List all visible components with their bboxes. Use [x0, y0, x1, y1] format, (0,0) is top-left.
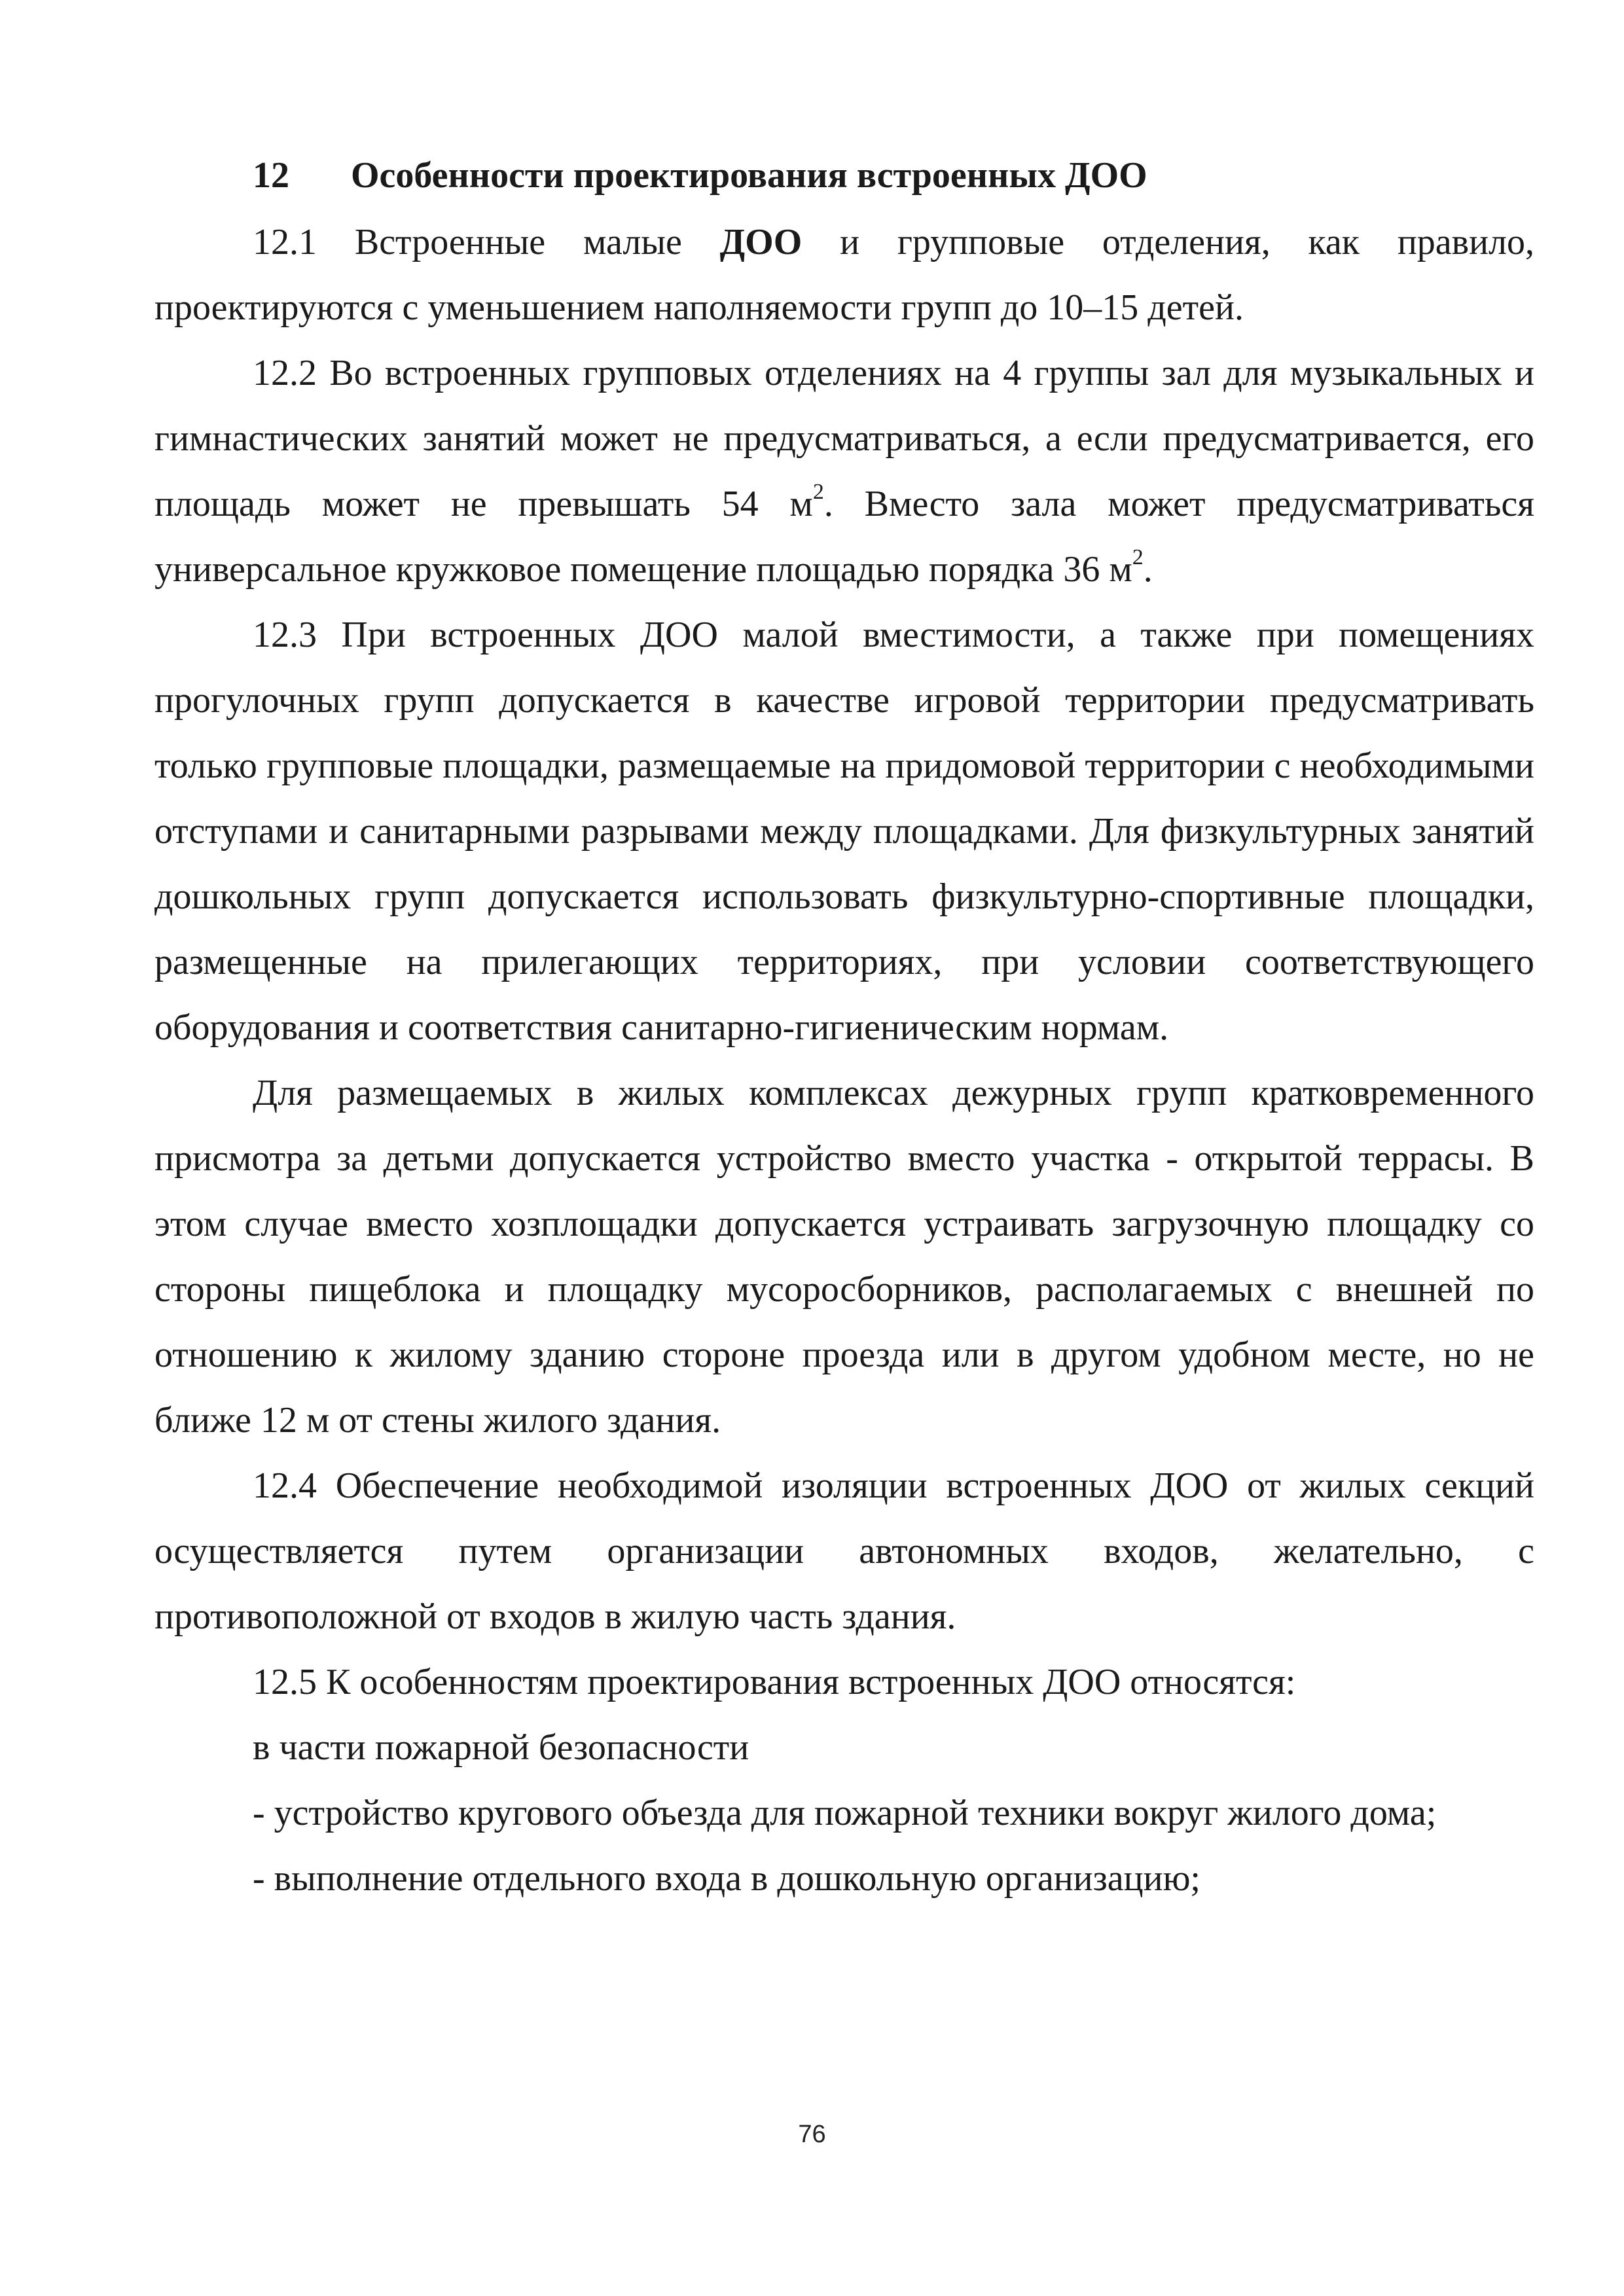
superscript: 2 [812, 480, 824, 505]
list-item: - выполнение отдельного входа в дошкольную организацию; [253, 1858, 1200, 1899]
paragraph-text: 12.2 Во встроенных групповых отделениях на 4 группы зал для музыкальных и гимнастических занятий может не предусматриваться, а если предусматривается, его площадь может не превышать 54 м [154, 353, 1534, 524]
paragraph-12-2 [154, 340, 1534, 602]
bold-term: ДОО [719, 222, 803, 262]
section-heading [154, 144, 1534, 207]
paragraph-text: . [1143, 549, 1153, 590]
paragraph-fire-safety: в части пожарной безопасности [253, 1727, 749, 1768]
paragraph-12-5: 12.5 К особенностям проектирования встроенных ДОО относятся: [253, 1662, 1296, 1702]
list-item: - устройство кругового объезда для пожарной техники вокруг жилого дома; [253, 1793, 1437, 1833]
section-title: Особенности проектирования встроенных ДОО [351, 155, 1147, 196]
page-number: 76 [798, 2121, 826, 2148]
paragraph-text: 12.1 Встроенные малые [253, 222, 720, 262]
paragraph-12-1 [154, 209, 1534, 340]
paragraph-12-3: 12.3 При встроенных ДОО малой вместимости, а также при помещениях прогулочных групп допускается в качестве игровой территории предусматривать только групповые площадки, размещаемые на придомовой территории с необходимыми отступами и санитарными разрывами между площадками. Для физкультурных занятий дошкольных групп допускается использовать физкультурно-спортивные площадки, размещенные на прилегающих территориях, при условии соответствующего оборудования и соответствия санитарно-гигиеническим нормам. [154, 615, 1534, 1048]
paragraph-text: и групповые отделения, как правило, проектируются с уменьшением наполняемости групп до 10–15 детей. [154, 222, 1534, 328]
paragraph-duty-groups: Для размещаемых в жилых комплексах дежурных групп кратковременного присмотра за детьми допускается устройство вместо участка - открытой террасы. В этом случае вместо хозплощадки допускается устраивать загрузочную площадку со стороны пищеблока и площадку мусоросборников, располагаемых с внешней по отношению к жилому зданию стороне проезда или в другом удобном месте, но не ближе 12 м от стены жилого здания. [154, 1073, 1534, 1441]
document-page [154, 144, 1534, 1911]
section-number: 12 [253, 155, 289, 196]
paragraph-text: . Вместо зала может предусматриваться универсальное кружковое помещение площадью порядка 36 м [154, 484, 1534, 590]
superscript: 2 [1132, 545, 1144, 570]
paragraph-12-4: 12.4 Обеспечение необходимой изоляции встроенных ДОО от жилых секций осуществляется путем организации автономных входов, желательно, с противоположной от входов в жилую часть здания. [154, 1465, 1534, 1637]
